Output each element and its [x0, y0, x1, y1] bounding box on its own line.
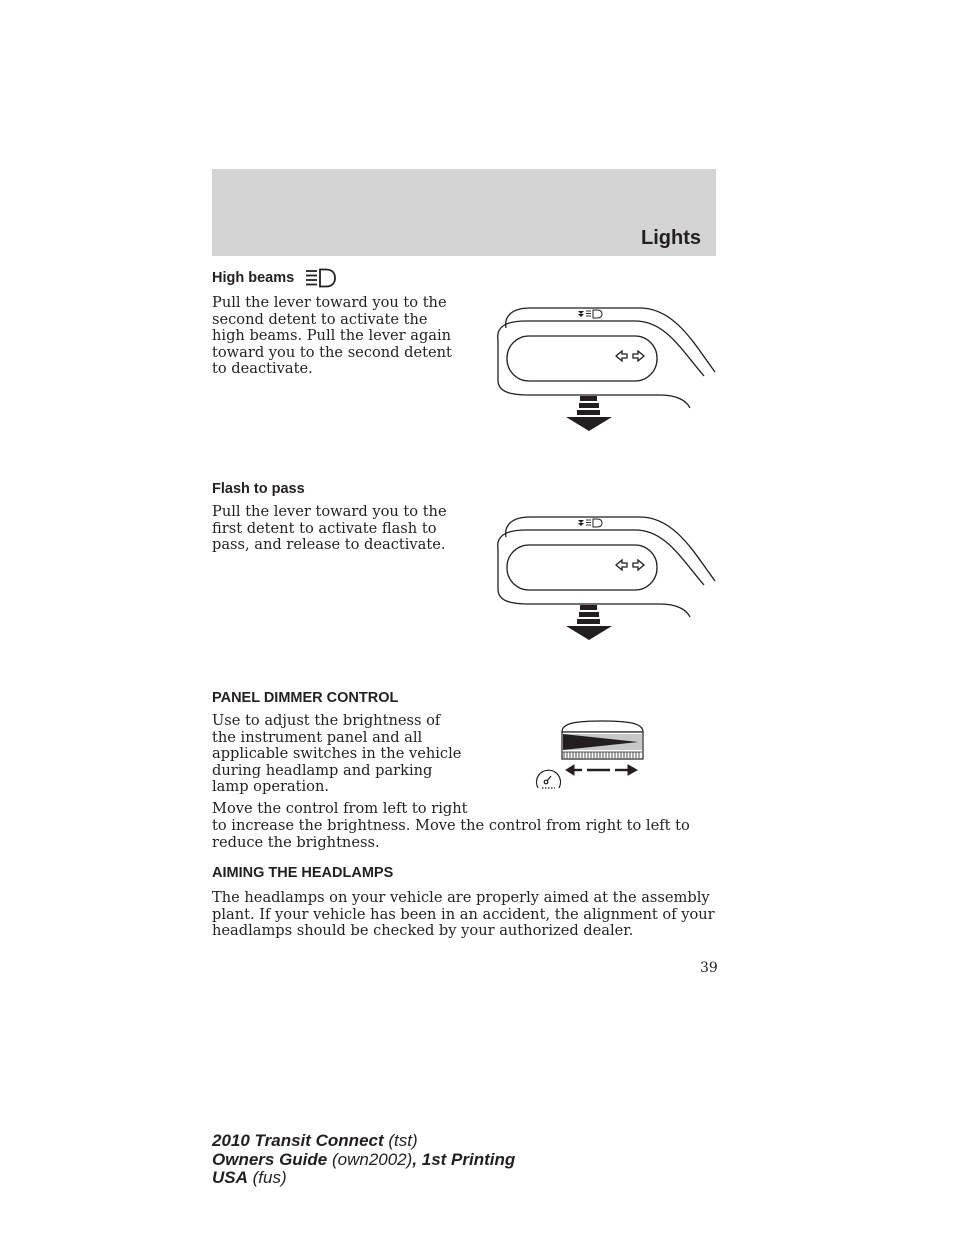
- footer-line-1: 2010 Transit Connect (tst): [212, 1131, 418, 1150]
- panel-dimmer-text-2a: Move the control from left to right: [212, 800, 468, 817]
- footer-line-3: USA (fus): [212, 1168, 287, 1188]
- high-beams-text: Pull the lever toward you to the second detent to activate the high beams. Pull the lever again toward you to the second detent to deactivate.: [212, 294, 452, 377]
- panel-dimmer-icon: [530, 718, 650, 794]
- panel-dimmer-text-1: Use to adjust the brightness of the instrument panel and all applicable switches in the vehicle during headlamp and parking lamp operation.: [212, 712, 462, 795]
- footer-line-2: Owners Guide (own2002), 1st Printing: [212, 1149, 516, 1169]
- panel-dimmer-heading: PANEL DIMMER CONTROL: [212, 690, 399, 706]
- panel-dimmer-text-2b: to increase the brightness. Move the control from right to left to reduce the brightness.: [212, 817, 690, 851]
- page-number: 39: [700, 960, 718, 976]
- aiming-headlamps-text: The headlamps on your vehicle are properly aimed at the assembly plant. If your vehicle has been in an accident, the alignment of your headlamps should be checked by your authorized dealer.: [212, 889, 715, 939]
- high-beams-heading-text: High beams: [212, 270, 295, 286]
- section-title: Lights: [641, 227, 701, 249]
- high-beams-heading: [212, 270, 294, 286]
- turn-signal-lever-figure-1: [490, 300, 720, 435]
- document-footer: [212, 1132, 515, 1188]
- flash-to-pass-text: Pull the lever toward you to the first detent to activate flash to pass, and release to deactivate.: [212, 503, 447, 553]
- flash-to-pass-heading: Flash to pass: [212, 481, 305, 497]
- high-beam-icon: [304, 268, 336, 288]
- aiming-headlamps-heading: AIMING THE HEADLAMPS: [212, 865, 394, 881]
- section-header-band: [212, 169, 716, 256]
- turn-signal-lever-figure-2: [490, 509, 720, 644]
